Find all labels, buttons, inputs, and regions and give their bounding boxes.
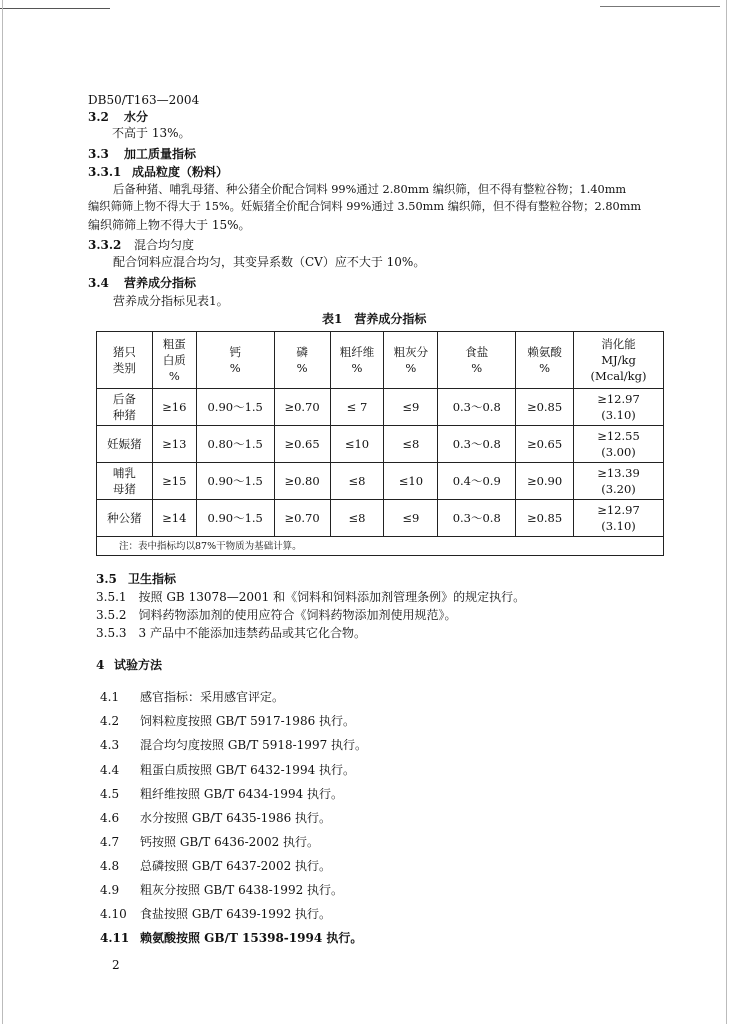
page-edge-left: [2, 0, 3, 1024]
section-4-number: 4: [96, 658, 105, 672]
header-cell-phosphorus: 磷 %: [274, 332, 330, 389]
cell-phosphorus: ≥0.80: [274, 463, 330, 500]
section-3-3-2-number: 3.3.2: [88, 238, 122, 252]
method-item: 4.3 混合均匀度按照 GB/T 5918-1997 执行。: [100, 738, 368, 752]
cell-lysine: ≥0.65: [516, 426, 574, 463]
section-3-3-1-title: 成品粒度（粉料）: [132, 165, 229, 179]
cell-fiber: ≤8: [330, 500, 384, 537]
section-3-4-number: 3.4: [88, 276, 109, 290]
table-caption: 表1 营养成分指标: [322, 312, 427, 326]
cell-calcium: 0.80～1.5: [196, 426, 274, 463]
cell-category: 哺乳 母猪: [97, 463, 153, 500]
section-3-2-title: 水分: [124, 110, 149, 124]
method-item: 4.5 粗纤维按照 GB/T 6434-1994 执行。: [100, 787, 344, 801]
section-3-4-title: 营养成分指标: [124, 276, 197, 290]
method-item: 4.8 总磷按照 GB/T 6437-2002 执行。: [100, 859, 332, 873]
section-3-4-paragraph: 营养成分指标见表1。: [113, 294, 229, 308]
cell-ash: ≤9: [384, 500, 438, 537]
section-3-3-1-paragraph-line-2: 编织筛筛上物不得大于 15%。妊娠猪全价配合饲料 99%通过 3.50mm 编织筛，但不得有整粒谷物；2.80mm: [88, 200, 642, 213]
table-note: 注：表中指标均以87%干物质为基础计算。: [97, 537, 664, 556]
header-cell-ash: 粗灰分 %: [384, 332, 438, 389]
cell-salt: 0.3～0.8: [438, 426, 516, 463]
section-3-5-number: 3.5: [96, 572, 117, 586]
cell-category: 后备 种猪: [97, 389, 153, 426]
header-cell-category: 猪只 类别: [97, 332, 153, 389]
method-item: 4.4 粗蛋白质按照 GB/T 6432-1994 执行。: [100, 763, 356, 777]
cell-salt: 0.3～0.8: [438, 389, 516, 426]
cell-phosphorus: ≥0.70: [274, 500, 330, 537]
page-edge-right: [726, 0, 727, 1024]
table-row: [97, 389, 664, 426]
section-3-3-title: 加工质量指标: [124, 147, 197, 161]
section-3-5-title: 卫生指标: [128, 572, 177, 586]
section-3-5-2: 3.5.2 饲料药物添加剂的使用应符合《饲料药物添加剂使用规范》。: [96, 608, 457, 622]
section-3-3-1-number: 3.3.1: [88, 165, 122, 179]
cell-energy: ≥12.97 (3.10): [574, 500, 664, 537]
method-item: 4.10 食盐按照 GB/T 6439-1992 执行。: [100, 907, 332, 921]
cell-lysine: ≥0.90: [516, 463, 574, 500]
cell-category: 妊娠猪: [97, 426, 153, 463]
cell-lysine: ≥0.85: [516, 389, 574, 426]
cell-ash: ≤8: [384, 426, 438, 463]
document-code: DB50/T163—2004: [88, 93, 200, 107]
header-cell-fiber: 粗纤维 %: [330, 332, 384, 389]
method-item: 4.1 感官指标：采用感官评定。: [100, 690, 285, 704]
table-row: [97, 500, 664, 537]
cell-lysine: ≥0.85: [516, 500, 574, 537]
cell-energy: ≥13.39 (3.20): [574, 463, 664, 500]
section-3-2-paragraph: 不高于 13%。: [112, 126, 191, 140]
cell-fiber: ≤10: [330, 426, 384, 463]
section-3-3-2-paragraph: 配合饲料应混合均匀，其变异系数（CV）应不大于 10%。: [113, 255, 426, 269]
method-item: 4.11 赖氨酸按照 GB/T 15398-1994 执行。: [100, 931, 363, 945]
table-row: [97, 463, 664, 500]
cell-salt: 0.4～0.9: [438, 463, 516, 500]
section-4-title: 试验方法: [114, 658, 163, 672]
cell-energy: ≥12.55 (3.00): [574, 426, 664, 463]
page-number: 2: [112, 958, 120, 972]
cell-protein: ≥13: [152, 426, 196, 463]
cell-protein: ≥16: [152, 389, 196, 426]
cell-protein: ≥15: [152, 463, 196, 500]
header-cell-salt: 食盐 %: [438, 332, 516, 389]
header-cell-lysine: 赖氨酸 %: [516, 332, 574, 389]
cell-phosphorus: ≥0.65: [274, 426, 330, 463]
header-cell-calcium: 钙 %: [196, 332, 274, 389]
table-header-row: [97, 332, 664, 389]
section-3-3-1-paragraph-line-3: 编织筛筛上物不得大于 15%。: [88, 218, 251, 232]
cell-category: 种公猪: [97, 500, 153, 537]
cell-salt: 0.3～0.8: [438, 500, 516, 537]
table-note-row: [97, 537, 664, 556]
cell-calcium: 0.90～1.5: [196, 389, 274, 426]
method-item: 4.6 水分按照 GB/T 6435-1986 执行。: [100, 811, 332, 825]
table-row: [97, 426, 664, 463]
cell-calcium: 0.90～1.5: [196, 463, 274, 500]
header-cell-energy: 消化能 MJ/kg (Mcal/kg): [574, 332, 664, 389]
nutrition-table: [96, 331, 664, 556]
cell-calcium: 0.90～1.5: [196, 500, 274, 537]
method-item: 4.2 饲料粒度按照 GB/T 5917-1986 执行。: [100, 714, 356, 728]
cell-ash: ≤9: [384, 389, 438, 426]
scan-artifact-top-right: [600, 6, 720, 7]
section-3-3-2-title: 混合均匀度: [134, 238, 195, 252]
cell-ash: ≤10: [384, 463, 438, 500]
scan-artifact-top: [0, 8, 110, 9]
cell-fiber: ≤8: [330, 463, 384, 500]
cell-energy: ≥12.97 (3.10): [574, 389, 664, 426]
section-3-3-1-paragraph-line-1: 后备种猪、哺乳母猪、种公猪全价配合饲料 99%通过 2.80mm 编织筛，但不得有整粒谷物；1.40mm: [113, 183, 627, 196]
method-item: 4.9 粗灰分按照 GB/T 6438-1992 执行。: [100, 883, 344, 897]
method-item: 4.7 钙按照 GB/T 6436-2002 执行。: [100, 835, 320, 849]
section-3-3-number: 3.3: [88, 147, 109, 161]
section-3-5-1: 3.5.1 按照 GB 13078—2001 和《饲料和饲料添加剂管理条例》的规定执行。: [96, 590, 526, 604]
header-cell-protein: 粗蛋 白质 %: [152, 332, 196, 389]
cell-phosphorus: ≥0.70: [274, 389, 330, 426]
cell-protein: ≥14: [152, 500, 196, 537]
section-3-5-3: 3.5.3 3 产品中不能添加违禁药品或其它化合物。: [96, 626, 366, 640]
section-3-2-number: 3.2: [88, 110, 109, 124]
cell-fiber: ≤ 7: [330, 389, 384, 426]
